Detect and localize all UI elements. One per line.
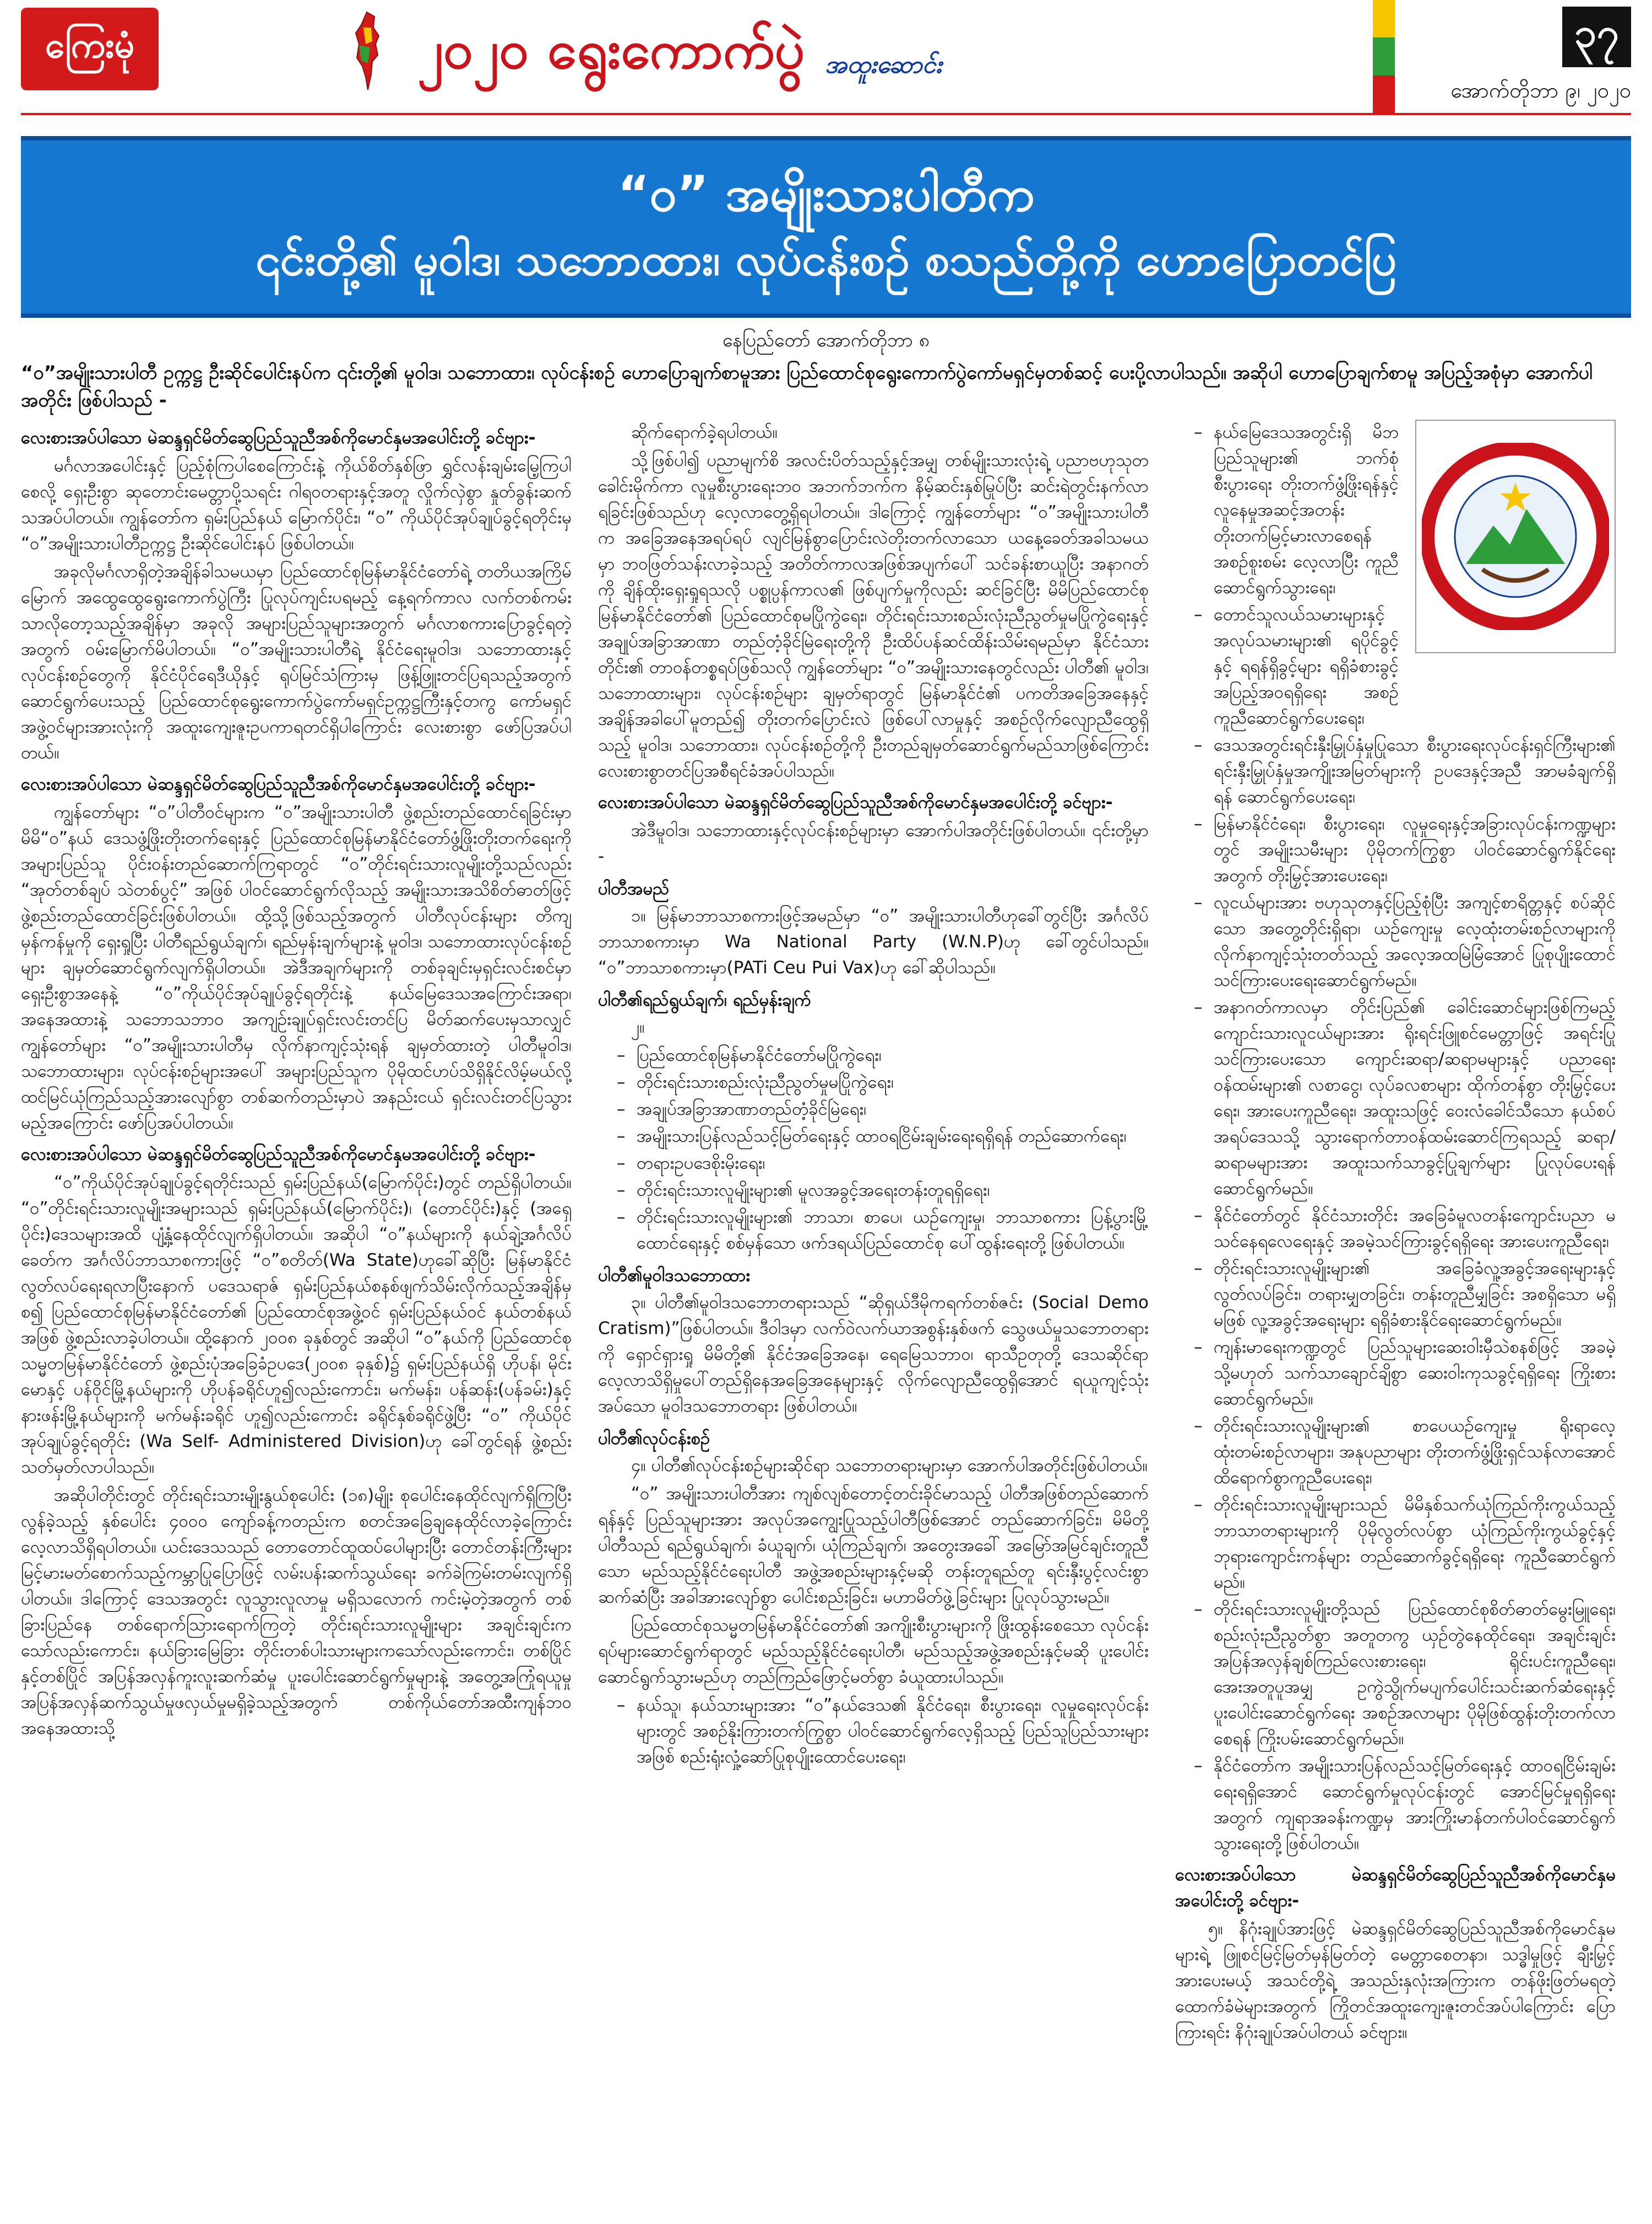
programme-list-top (1175, 420, 1399, 733)
paragraph: ၂။ (631, 1017, 645, 1037)
list-item: – မြန်မာနိုင်ငံရေး၊ စီးပွားရေး၊ လူမှုရေးနှင့်အခြားလုပ်ငန်းကဏ္ဍများတွင် အမျိုးသမီးများ ပိုမိုတက်ကြွစွာ ပါဝင်ဆောင်ရွက်နိုင်ရေးအတွက် တိုးမြှင့်အားပေးရေး၊ (1214, 811, 1616, 889)
paragraph: ၅။ နိဂုံးချုပ်အားဖြင့် မဲဆန္ဒရှင်မိတ်ဆွေပြည်သူညီအစ်ကိုမောင်နှမများရဲ့ ဖြူစင်မြင့်မြတ်မှန်မြတ်တဲ့ မေတ္တာစေတနာ၊ သဒ္ဓါမှုဖြင့် ချီးမြှင့်အားပေးမယ့် အသင်တို့ရဲ့ အသည်းနှလုံးအကြားက တန်ဖိုးဖြတ်မရတဲ့ ထောက်ခံမဲများအတွက် ကြိုတင်အထူးကျေးဇူးတင်အပ်ပါကြောင်း ပြောကြားရင်း နိဂုံးချုပ်အပ်ပါတယ် ခင်ဗျား။ (1175, 1919, 1616, 2042)
paragraph: ဆိုက်ရောက်ခဲ့ရပါတယ်။ (631, 422, 778, 442)
paragraph: ပြည်ထောင်စုသမ္မတမြန်မာနိုင်ငံတော်၏ အကျိုးစီးပွားများကို ဖြိုးထွန်းစေသော လုပ်ငန်းရပ်များဆောင်ရွက်ရာတွင် မည်သည့်နိုင်ငံရေးပါတီ၊ မည်သည့်အဖွဲ့အစည်းနှင့်မဆို ပူးပေါင်းဆောင်ရွက်သွားမည်ဟု တည်ကြည်ဖြောင့်မတ်စွာ ခံယူထားပါသည်။ (598, 1615, 1149, 1687)
paragraph: အခုလိုမင်္ဂလာရှိတဲ့အချိန်ခါသမယမှာ ပြည်ထောင်စုမြန်မာနိုင်ငံတော်ရဲ့ တတိယအကြိမ်မြောက် အထွေထွေရွေးကောက်ပွဲကြီး ပြုလုပ်ကျင်းပရမည့် နေ့ရက်ကာလ လက်တစ်ကမ်းသာလိုတော့သည့်အချိန်မှာ အခုလို အများပြည်သူများအတွက် မင်္ဂလာစကားပြောခွင့်ရတဲ့အတွက် ဝမ်းမြောက်မိပါတယ်။ “ဝ”အမျိုးသားပါတီရဲ့ နိုင်ငံရေးမူဝါဒ၊ သဘောထားနှင့် လုပ်ငန်းစဉ်တွေကို နိုင်ငံပိုင်ရေဒီယိုနှင့် ရုပ်မြင်သံကြားမှ ဖြန့်ဖြူးတင်ပြရသည့်အတွက် ဆောင်ရွက်ပေးသည့် ပြည်ထောင်စုရွေးကောက်ပွဲကော်မရှင်ဥက္ကဋ္ဌကြီးနှင့်တကွ ကော်မရှင်အဖွဲ့ဝင်များအားလုံးကို အထူးကျေးဇူးဥပကာရတင်ရှိပါကြောင်း လေးစားစွာ ဖော်ပြအပ်ပါတယ်။ (21, 562, 572, 763)
section-heading-party-name: ပါတီအမည် (598, 879, 670, 899)
list-item: – အမျိုးသားပြန်လည်သင့်မြတ်ရေးနှင့် ထာဝရငြိမ်းချမ်းရေးရရှိရန် တည်ဆောက်ရေး၊ (637, 1124, 1149, 1149)
party-logo (1415, 420, 1616, 653)
list-item: – နိုင်ငံတော်က အမျိုးသားပြန်လည်သင့်မြတ်ရေးနှင့် ထာဝရငြိမ်းချမ်းရေးရရှိအောင် ဆောင်ရွက်မှုလုပ်ငန်းတွင် အောင်မြင်မှုရရှိရေးအတွက် ကျရာအခန်းကဏ္ဍမှ အားကြိုးမာန်တက်ပါဝင်ဆောင်ရွက်သွားရေးတို့ဖြစ်ပါတယ်။ (1214, 1753, 1616, 1857)
section-heading-policy: ပါတီ၏မူဝါဒသဘောထား (598, 1266, 751, 1285)
list-item: – နိုင်ငံတော်တွင် နိုင်ငံသားတိုင်း အခြေခံမူလတန်းကျောင်းပညာ မသင်နေရလေရေးနှင့် အခမဲ့သင်ကြားခွင့်ရရှိရေး အားပေးကူညီရေး၊ (1214, 1203, 1616, 1255)
list-item: – တိုင်းရင်းသားလူမျိုးများ၏ ဘာသာ၊ စာပေ၊ ယဉ်ကျေးမှု၊ ဘာသာစကား ပြန့်ပွားမြို့ထောင်ရေးနှင့် စစ်မှန်သော ဖက်ဒရယ်ပြည်ထောင်စု ပေါ်ထွန်းရေးတို့ ဖြစ်ပါတယ်။ (637, 1205, 1149, 1256)
list-item: – တိုင်းရင်းသားလူမျိုးများ၏ မူလအခွင့်အရေးတန်းတူရရှိရေး၊ (637, 1178, 1149, 1203)
article-columns (21, 420, 1631, 2094)
section-heading-aims: ပါတီ၏ရည်ရွယ်ချက်၊ ရည်မှန်းချက် (598, 990, 811, 1010)
paragraph: အဲဒီမူဝါဒ၊ သဘောထားနှင့်လုပ်ငန်းစဉ်များမှာ အောက်ပါအတိုင်းဖြစ်ပါတယ်။ ၎င်းတို့မှာ - (598, 821, 1149, 866)
flag-yellow (1373, 0, 1395, 37)
paragraph: “ဝ”ကိုယ်ပိုင်အုပ်ချုပ်ခွင့်ရတိုင်းသည် ရှမ်းပြည်နယ်(မြောက်ပိုင်း)တွင် တည်ရှိပါတယ်။ “ဝ”တိုင်းရင်းသားလူမျိုးအများသည် ရှမ်းပြည်နယ်(မြောက်ပိုင်း)၊ (တောင်ပိုင်း)နှင့် (အရှေ့ပိုင်း)ဒေသများအထိ ပျံ့နှံ့နေထိုင်လျက်ရှိပါတယ်။ အဆိုပါ “ဝ”နယ်များကို နယ်ချဲ့အင်္ဂလိပ်ခေတ်က အင်္ဂလိပ်ဘာသာစကားဖြင့် “ဝ”စတိတ်(Wa State)ဟုခေါ်ဆိုပြီး မြန်မာနိုင်ငံ လွတ်လပ်ရေးရလာပြီးနောက် ပဒေသရာဇ် ရှမ်းပြည်နယ်စနစ်ဖျက်သိမ်းလိုက်သည့်အချိန်မှ စ၍ ပြည်ထောင်စုမြန်မာနိုင်ငံတော်၏ ပြည်ထောင်စုအဖွဲ့ဝင် ရှမ်းပြည်နယ်ဝင် နယ်တစ်နယ်အဖြစ် ဖွဲ့စည်းလာခဲ့ပါတယ်။ ထို့နောက် ၂၀၀၈ ခုနှစ်တွင် အဆိုပါ “ဝ”နယ်ကို ပြည်ထောင်စုသမ္မတမြန်မာနိုင်ငံတော် ဖွဲ့စည်းပုံအခြေခံဥပဒေ(၂၀၀၈ ခုနှစ်)၌ ရှမ်းပြည်နယ်ရှိ ဟိုပန်၊ မိုင်းမောနှင့် ပန်ဝိုင်မြို့နယ်များကို ဟိုပန်ခရိုင်ဟူ၍လည်းကောင်း၊ မက်မန်း၊ ပန်ဆန်း(ပန်ခမ်း)နှင့် နားဖန်းမြို့နယ်များကို မက်မန်းခရိုင် ဟူ၍လည်းကောင်း ခရိုင်နှစ်ခရိုင်ဖွဲ့ပြီး “ဝ” ကိုယ်ပိုင်အုပ်ချုပ်ခွင့်ရတိုင်း (Wa Self- Administered Division)ဟု ခေါ်တွင်ရန် ဖွဲ့စည်းသတ်မှတ်လာပါသည်။ (21, 1173, 572, 1477)
list-item: – နယ်သူ၊ နယ်သားများအား “ဝ”နယ်ဒေသ၏ နိုင်ငံရေး၊ စီးပွားရေး၊ လူမှုရေးလုပ်ငန်းများတွင် အစဉ်နိုးကြားတက်ကြွစွာ ပါဝင်ဆောင်ရွက်လေ့ရှိသည့် ပြည်သူပြည်သားများအဖြစ် စည်းရုံးလှုံ့ဆော်ပြုစုပျိုးထောင်ပေးရေး၊ (637, 1693, 1149, 1770)
address-heading: လေးစားအပ်ပါသော မဲဆန္ဒရှင်မိတ်ဆွေပြည်သူညီအစ်ကိုမောင်နှမအပေါင်းတို့ ခင်ဗျား- (21, 1144, 536, 1164)
lead-paragraph: “ဝ”အမျိုးသားပါတီ ဥက္ကဋ္ဌ ဦးဆိုင်ပေါင်းနပ်က ၎င်းတို့၏ မူဝါဒ၊ သဘောထား၊ လုပ်ငန်းစဉ် ဟောပြောချက်စာမူအား ပြည်ထောင်စုရွေးကောက်ပွဲကော်မရှင်မှတစ်ဆင့် ပေးပို့လာပါသည်။ အဆိုပါ ဟောပြောချက်စာမူ အပြည့်အစုံမှာ အောက်ပါအတိုင်း ဖြစ်ပါသည် - (21, 362, 1593, 411)
paragraph: မင်္ဂလာအပေါင်းနှင့် ပြည့်စုံကြပါစေကြောင်းနဲ့ ကိုယ်စိတ်နှစ်ဖြာ ရွှင်လန်းချမ်းမြေ့ကြပါစေလို့ ရှေးဦးစွာ ဆုတောင်းမေတ္တာပို့သရင်း ဂါရဝတရားနှင့်အတူ လှိုက်လှဲစွာ နှုတ်ခွန်းဆက်သအပ်ပါတယ်။ ကျွန်တော်က ရှမ်းပြည်နယ် မြောက်ပိုင်း၊ “ဝ” ကိုယ်ပိုင်အုပ်ချုပ်ခွင့်ရတိုင်းမှ “ဝ”အမျိုးသားပါတီဥက္ကဋ္ဌ ဦးဆိုင်ပေါင်းနပ် ဖြစ်ပါတယ်။ (21, 456, 572, 554)
paragraph: ၁။ မြန်မာဘာသာစကားဖြင့်အမည်မှာ “ဝ” အမျိုးသားပါတီဟုခေါ်တွင်ပြီး အင်္ဂလိပ်ဘာသာစကားမှာ Wa National Party (W.N.P)ဟု ခေါ်တွင်ပါသည်။ “ဝ”ဘာသာစကားမှာ(PATi Ceu Pui Vax)ဟု ခေါ်ဆိုပါသည်။ (598, 906, 1149, 978)
aims-list (598, 1043, 1149, 1256)
paragraph: ၃။ ပါတီ၏မူဝါဒသဘောတရားသည် “ဆိုရှယ်ဒီမိုကရက်တစ်ဇင်း (Social Demo Cratism)”ဖြစ်ပါတယ်။ ဒီဝါဒမှာ လက်ဝဲလက်ယာအစွန်းနှစ်ဖက် သွေဖယ်မှုသဘောတရားကို ရှောင်ရှားရှု မိမိတို့၏ နိုင်ငံအခြေအနေ၊ ရေမြေသဘာဝ၊ ရာသီဥတုတို့ ဒေသဆိုင်ရာ လေ့လာသိရှိမှုပေါ်တည်ရှိနေအခြေအနေများနှင့် လိုက်လျောညီထွေရှိအောင် ရယူကျင့်သုံးအပ်သော မူဝါဒသဘောတရား ဖြစ်ပါတယ်။ (598, 1293, 1149, 1416)
list-item: – တရားဥပဒေစိုးမိုးရေး၊ (637, 1151, 1149, 1176)
list-item: – တောင်သူလယ်သမားများနှင့် အလုပ်သမားများ၏ ရပိုင်ခွင့်နှင့် ရရန်ရှိခွင့်များ ရရှိခံစားခွင့် အပြည့်အဝရရှိရေး အစဉ်ကူညီဆောင်ရွက်ပေးရေး၊ (1214, 602, 1399, 731)
flag-strip (1373, 0, 1395, 113)
newspaper-logo: ကြေးမုံ (21, 8, 159, 90)
paragraph: အဆိုပါတိုင်းတွင် တိုင်းရင်းသားမျိုးနွယ်စုပေါင်း (၁၈)မျိုး စုပေါင်းနေထိုင်လျက်ရှိကြပြီး လွန်ခဲ့သည့် နှစ်ပေါင်း ၄၀၀၀ ကျော်ခန့်ကတည်းက စတင်အခြေချနေထိုင်လာခဲ့ကြောင်း လေ့လာသိရှိရပါတယ်။ ယင်းဒေသသည် တောတောင်ထူထပ်ပေါများပြီး တောင်တန်းကြီးများ မြင့်မားမတ်စောက်သည့်ကမ္ဘာပြုပြောဖြင့် လမ်းပန်းဆက်သွယ်ရေး ခက်ခဲကြမ်းတမ်းလျက်ရှိပါတယ်။ ဒါကြောင့် ဒေသအတွင်း လူသွားလူလာမှု မရှိသလောက် ကင်းမဲ့တဲ့အတွက် တစ်ခြားပြည်နေ တစ်ရောက်သြားရောက်ကြတဲ့ တိုင်းရင်းသားလူမျိုးများ အချင်းချင်းကသော်လည်းကောင်း၊ နယ်ခြားမြေခြား တိုင်းတစ်ပါးသားများကသော်လည်းကောင်း၊ တစ်ပြိုင်နှင့်တစ်ပြိုင် အပြန်အလှန်ကူးလူးဆက်ဆံမှု ပူးပေါင်းဆောင်ရွက်မှုများနဲ့ အတွေ့အကြုံရယူမှု အပြန်အလှန်ဆက်သွယ်မှုဖလှယ်မှုမရှိခဲ့သည့်အတွက် တစ်ကိုယ်တော်အထီးကျန်ဘဝအနေအထားသို့ (21, 1485, 572, 1738)
list-item: – တိုင်းရင်းသားလူမျိုးများ၏ အခြေခံလူ့အခွင့်အရေးများနှင့် လွတ်လပ်ခြင်း၊ တရားမျှတခြင်း၊ တန်းတူညီမျှခြင်း အစရှိသော မရှိမဖြစ် လူ့အခွင့်အရေးများ ရရှိခံစားနိုင်ရေးဆောင်ရွက်မည်။ (1214, 1256, 1616, 1333)
column-2 (598, 420, 1149, 2094)
list-item: – ပြည်ထောင်စုမြန်မာနိုင်ငံတော်မပြိုကွဲရေး၊ (637, 1043, 1149, 1068)
address-heading: လေးစားအပ်ပါသော မဲဆန္ဒရှင်မိတ်ဆွေပြည်သူညီအစ်ကိုမောင်နှမအပေါင်းတို့ ခင်ဗျား- (21, 774, 536, 794)
list-item: – ဒေသအတွင်းရင်းနှီးမြှုပ်နှံမှုပြုသော စီးပွားရေးလုပ်ငန်းရှင်ကြီးများ၏ ရင်းနှီးမြှုပ်နှံမှုအကျိုးအမြတ်များကို ဥပဒေနှင့်အညီ အာမခံချက်ရှိရန် ဆောင်ရွက်ပေးရေး၊ (1214, 733, 1616, 810)
list-item: – နယ်မြေဒေသအတွင်းရှိ မိဘပြည်သူများ၏ ဘက်စုံစီးပွားရေး တိုးတက်ဖွံ့ဖြိုးရန်နှင့် လူနေမှုအဆင့်အတန်း တိုးတက်မြင့်မားလာစေရန် အစဉ်စူးစမ်း လေ့လာပြီး ကူညီဆောင်ရွက်သွားရေး၊ (1214, 420, 1399, 601)
dateline: နေပြည်တော် အောက်တိုဘာ ၈ (722, 329, 930, 351)
column-3 (1175, 420, 1616, 2094)
address-heading: လေးစားအပ်ပါသော မဲဆန္ဒရှင်မိတ်ဆွေပြည်သူညီအစ်ကိုမောင်နှမအပေါင်းတို့ ခင်ဗျား- (21, 428, 536, 448)
list-item: – တိုင်းရင်းသားလူမျိုးတို့သည် ပြည်ထောင်စုစိတ်ဓာတ်မွေးမြူရေး၊ စည်းလုံးညီညွတ်စွာ အတူတကွ ယှဉ်တွဲနေထိုင်ရေး၊ အချင်းချင်း အပြန်အလှန်ချစ်ကြည်လေးစားရေး၊ ရိုင်းပင်းကူညီရေး၊ အေးအတူပူအမျှ ဥကွဲသွိုက်မပျက်ပေါင်းသင်းဆက်ဆံရေးနှင့် ပူးပေါင်းဆောင်ရွက်ရေး အစဉ်အလာများ ပိုမိုဖြစ်ထွန်းတိုးတက်လာစေရန် ကြိုးပမ်းဆောင်ရွက်မည်။ (1214, 1597, 1616, 1752)
paragraph: ၄။ ပါတီ၏လုပ်ငန်းစဉ်များဆိုင်ရာ သဘောတရားများမှာ အောက်ပါအတိုင်းဖြစ်ပါတယ်။ (631, 1456, 1148, 1476)
paragraph: ကျွန်တော်များ “ဝ”ပါတီဝင်များက “ဝ”အမျိုးသားပါတီ ဖွဲ့စည်းတည်ထောင်ရခြင်းမှာ မိမိ“ဝ”နယ် ဒေသဖွံ့ဖြိုးတိုးတက်ရေးနှင့် ပြည်ထောင်စုမြန်မာနိုင်ငံတော်ဖွံ့ဖြိုးတိုးတက်ရေးကို အများပြည်သူ ပိုင်းဝန်းတည်ဆောက်ကြရာတွင် “ဝ”တိုင်းရင်းသားလူမျိုးတို့သည်လည်း “အုတ်တစ်ချပ် သဲတစ်ပွင့်” အဖြစ် ပါဝင်ဆောင်ရွက်လိုသည့် အမျိုးသားအသိစိတ်ဓာတ်ဖြင့် ဖွဲ့စည်းတည်ထောင်ခြင်းဖြစ်ပါတယ်။ ထို့သို့ဖြစ်သည့်အတွက် ပါတီလုပ်ငန်းများ တိကျမှန်ကန်မှုကို ရှေးရှုပြီး ပါတီရည်ရွယ်ချက်၊ ရည်မှန်းချက်များနဲ့ မူဝါဒ၊ သဘောထားလုပ်ငန်းစဉ်များ ချမှတ်ဆောင်ရွက်လျက်ရှိပါတယ်။ အဲဒီအချက်များကို တစ်ခုချင်းမှရှင်းလင်းစင်မှာ ရှေးဦးစွာအနေနဲ့ “ဝ”ကိုယ်ပိုင်အုပ်ချုပ်ခွင့်ရတိုင်းနဲ့ နယ်မြေဒေသအကြောင်းအရာ၊ အနေအထားနဲ့ သဘောသဘာဝ အကျဉ်းချုပ်ရှင်းလင်းတင်ပြ မိတ်ဆက်ပေးမှသာလျှင် ကျွန်တော်များ “ဝ”အမျိုးသားပါတီမှ လိုက်နာကျင့်သုံးရန် ချမှတ်ထားတဲ့ ပါတီမူဝါဒ၊ သဘောထားများ၊ လုပ်ငန်းစဉ်များအပေါ် အများပြည်သူက ပိုမိုထင်ဟပ်သိရှိနိုင်လိမ့်မယ်လို့ ထင်မြင်ယုံကြည်သည့်အားလျော်စွာ တစ်ဆက်တည်းမှာပဲ အနည်းငယ် ရှင်းလင်းတင်ပြသွားမည့်အကြောင်း ဖော်ပြအပ်ပါတယ်။ (21, 802, 572, 1133)
headline-line-1: “ဝ” အမျိုးသားပါတီက (617, 165, 1035, 222)
list-item: – လူငယ်များအား ဗဟုသုတနှင့်ပြည့်စုံပြီး အကျင့်စာရိတ္တနှင့် စပ်ဆိုင်သော အတွေ့တိုင်းရှိရာ၊ ယဉ်ကျေးမှု လေ့ထုံးတမ်းစဉ်လာများကို လိုက်နာကျင့်သုံးတတ်သည့် အလေ့အထမြဲမြံအောင် ပြုစုပျိုးထောင်သင်ကြားပေးရေးဆောင်ရွက်မည်။ (1214, 890, 1616, 994)
issue-date: အောက်တိုဘာ ၉၊ ၂၀၂၀ (1450, 78, 1631, 102)
address-heading: လေးစားအပ်ပါသော မဲဆန္ဒရှင်မိတ်ဆွေပြည်သူညီအစ်ကိုမောင်နှမအပေါင်းတို့ ခင်ဗျား- (1175, 1865, 1616, 1911)
list-item: – တိုင်းရင်းသားစည်းလုံးညီညွတ်မှုမပြိုကွဲရေး၊ (637, 1070, 1149, 1095)
logo-and-list (1175, 420, 1616, 733)
flag-green (1373, 37, 1395, 75)
election-title: ၂၀၂၀ ရွေးကောက်ပွဲ (417, 19, 805, 80)
list-item: – တိုင်းရင်းသားလူမျိုးများ၏ စာပေယဉ်ကျေးမှု ရိုးရာလေ့ထုံးတမ်းစဉ်လာများ၊ အနုပညာများ တိုးတက်ဖွံ့ဖြိုးရှင်သန်လာအောင် ထိရောက်စွာကူညီပေးရေး၊ (1214, 1413, 1616, 1491)
paragraph: သို့ဖြစ်ပါ၍ ပညာမျက်စိ အလင်းပိတ်သည့်နှင့်အမျှ တစ်မျိုးသားလုံးရဲ့ ပညာဗဟုသုတ ခေါင်းမိုက်ကာ လူမှုစီးပွားရေးဘဝ အဘက်ဘက်က နိမ့်ဆင်းနှစ်မြုပ်ပြီး ဆင်းရဲတွင်းနက်လာရခြင်းဖြစ်သည်ဟု လေ့လာတွေ့ရှိရပါတယ်။ ဒါကြောင့် ကျွန်တော်များ “ဝ”အမျိုးသားပါတီက အခြေအနေအရပ်ရပ် လျင်မြန်စွာပြောင်းလဲတိုးတက်လာသော ယနေ့ခေတ်အခါသမယမှာ ဘဝဖြတ်သန်းလာခဲ့သည့် အတိတ်ကာလအဖြစ်အပျက်ပေါ် သင်ခန်းစာယူပြီး အနာဂတ်ကို ချိန်ထိုးရှေးရှုရသလို ပစ္စုပ္ပန်ကာလ၏ ဖြစ်ပျက်မှုကိုလည်း ဆင်ခြင်ပြီး မိမိပြည်ထောင်စုမြန်မာနိုင်ငံတော်၏ ပြည်ထောင်စုမပြိုကွဲရေး၊ တိုင်းရင်းသားစည်းလုံးညီညွတ်မှုမပြိုကွဲရေးနှင့် အချုပ်အခြာအာဏာ တည်တံ့ခိုင်မြဲရေးတို့ကို ဦးထိပ်ပန်ဆင်ထိန်းသိမ်းရမည်မှာ နိုင်ငံသားတိုင်း၏ တာဝန်တစ္စရပ်ဖြစ်သလို ကျွန်တော်များ “ဝ”အမျိုးသားနေတွင်လည်း ပါတီ၏ မူဝါဒ၊ သဘောထားများ၊ လုပ်ငန်းစဉ်များ ချမှတ်ရာတွင် မြန်မာနိုင်ငံ၏ ပကတိအခြေအနေနှင့် အချိန်အခါပေါ်မူတည်၍ တိုးတက်ပြောင်းလဲ ဖြစ်ပေါ်လာမှုနှင့် အစဉ်လိုက်လျောညီထွေရှိသည့် မူဝါဒ၊ သဘောထား၊ လုပ်ငန်းစဉ်တို့ကို ဦးတည်ချမှတ်ဆောင်ရွက်မည်သာဖြစ်ကြောင်း လေးစားစွာတင်ပြအစီရင်ခံအပ်ပါသည်။ (598, 451, 1149, 781)
page-number: ၃၇ (1562, 7, 1631, 67)
masthead (21, 0, 1631, 115)
list-item: – ကျန်းမာရေးကဏ္ဍတွင် ပြည်သူများဆေးဝါးမှီသဲစနစ်ဖြင့် အခမဲ့သို့မဟုတ် သက်သာချောင်ချိစွာ ဆေးဝါးကုသခွင့်ရရှိရေး ကြိုးစားဆောင်ရွက်မည်။ (1214, 1335, 1616, 1412)
party-emblem-icon (1422, 443, 1609, 630)
headline-line-2: ၎င်းတို့၏ မူဝါဒ၊ သဘောထား၊ လုပ်ငန်းစဉ် စသည်တို့ကို ဟောပြောတင်ပြ (256, 234, 1396, 285)
section-heading-programme: ပါတီ၏လုပ်ငန်းစဉ် (598, 1429, 710, 1449)
flag-red (1373, 75, 1395, 113)
column-1 (21, 420, 572, 2094)
programme-list (598, 1693, 1149, 1770)
title-banner (21, 136, 1631, 318)
paragraph: “ဝ” အမျိုးသားပါတီအား ကျစ်လျစ်တောင့်တင်းခိုင်မာသည့် ပါတီအဖြစ်တည်ဆောက်ရန်နှင့် ပြည်သူများအား အလုပ်အကျွေးပြုသည့်ပါတီဖြစ်အောင် တည်ဆောက်ခြင်း၊ မိမိတို့ပါတီသည် ရည်ရွယ်ချက်၊ ခံယူချက်၊ ယုံကြည်ချက်၊ အတွေးအခေါ် အမြော်အမြင်ချင်းတူညီသော မည်သည့်နိုင်ငံရေးပါတီ အဖွဲ့အစည်းများနှင့်မဆို တန်းတူရည်တူ ရင်းနှီးပွင့်လင်းစွာ ဆက်ဆံပြီး အခါအားလျော်စွာ ပေါင်းစည်းခြင်း၊ မဟာမိတ်ဖွဲ့ခြင်းများ ပြုလုပ်သွားမည်။ (598, 1484, 1149, 1607)
list-item: – အချုပ်အခြာအာဏာတည်တံ့ခိုင်မြဲရေး၊ (637, 1097, 1149, 1122)
myanmar-map-icon (351, 11, 384, 91)
programme-list-cont (1175, 733, 1616, 1857)
address-heading: လေးစားအပ်ပါသော မဲဆန္ဒရှင်မိတ်ဆွေပြည်သူညီအစ်ကိုမောင်နှမအပေါင်းတို့ ခင်ဗျား- (598, 793, 1113, 812)
list-item: – တိုင်းရင်းသားလူမျိုးများသည် မိမိနှစ်သက်ယုံကြည်ကိုးကွယ်သည့် ဘာသာတရားများကို ပိုမိုလွတ်လပ်စွာ ယုံကြည်ကိုးကွယ်ခွင့်နှင့် ဘုရားကျောင်းကန်များ တည်ဆောက်ခွင့်ရရှိရေး ကူညီဆောင်ရွက်မည်။ (1214, 1492, 1616, 1596)
special-tag: အထူးဆောင်း (825, 51, 942, 79)
list-item: – အနာဂတ်ကာလမှာ တိုင်းပြည်၏ ခေါင်းဆောင်များဖြစ်ကြမည့် ကျောင်းသားလူငယ်များအား ရိုးရင်းဖြူစင်မေတ္တာဖြင့် အရင်းပြုသင်ကြားပေးသော ကျောင်းဆရာ/ဆရာမများနှင့် ပညာရေးဝန်ထမ်းများ၏ လစာငွေ၊ လုပ်ခလစာများ ထိုက်တန်စွာ တိုးမြှင့်ပေးရေး၊ အားပေးကူညီရေး၊ အထူးသဖြင့် ဝေးလံခေါင်သီသော နယ်စပ်အရပ်ဒေသသို့ သွားရောက်တာဝန်ထမ်းဆောင်ကြရသည့် ဆရာ/ဆရာမများအား အထူးသက်သာခွင့်ပြုချက်များ ပြုလုပ်ပေးရန် ဆောင်ရွက်မည်။ (1214, 995, 1616, 1202)
